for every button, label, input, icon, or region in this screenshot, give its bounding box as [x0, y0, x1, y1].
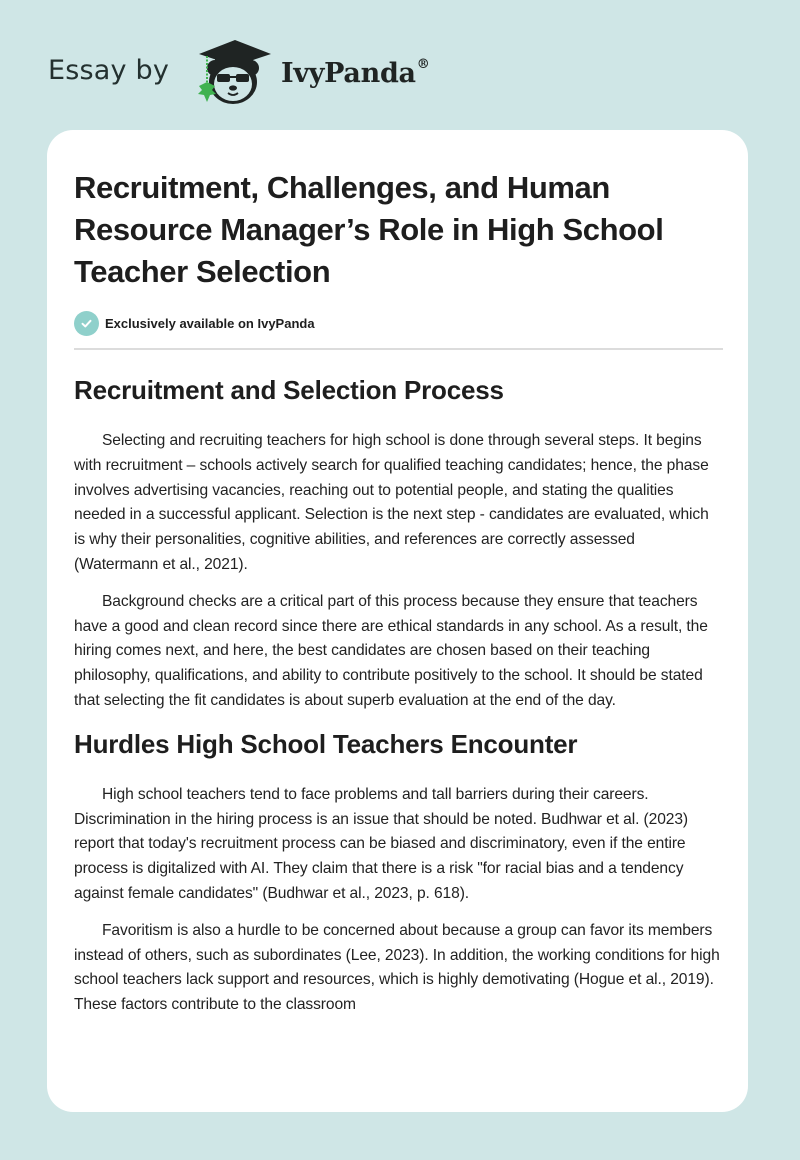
exclusive-label: Exclusively available on IvyPanda: [105, 315, 315, 331]
section-heading-recruitment: Recruitment and Selection Process: [74, 375, 504, 405]
paragraph: Favoritism is also a hurdle to be concerned about because a group can favor its members instead of others, such as subordinates (Lee, 2023). In addition, the working conditions for high school teachers lack support and resources, which is highly demotivating (Hogue et al., 2019). These factors contribute to the classroom: [74, 921, 720, 1014]
check-circle-icon: [74, 311, 99, 336]
paragraph: High school teachers tend to face problems and tall barriers during their careers. Discrimination in the hiring process is an issue that should be noted. Budhwar et al. (2023) report that today's recruitment process can be biased and discriminatory, even if the entire process is digitalized with AI. They claim that there is a risk "for racial bias and a tendency against female candidates" (Budhwar et al., 2023, p. 618).: [74, 785, 689, 902]
divider: [74, 348, 723, 350]
paragraph: Background checks are a critical part of this process because they ensure that teachers have a good and clean record since there are ethical standards in any school. As a result, the hiring comes next, and here, the best candidates are chosen based on their teaching philosophy, qualifications, and ability to contribute positively to the school. It should be stated that selecting the fit candidates is about superb evaluation at the end of the day.: [74, 592, 708, 709]
exclusive-badge: [74, 310, 723, 336]
paragraph: Selecting and recruiting teachers for high school is done through several steps. It begins with recruitment – schools actively search for qualified teaching candidates; hence, the phase involves advertising vacancies, reaching out to potential people, and stating the qualities needed in a successful applicant. Selection is the next step - candidates are evaluated, which is why their personalities, cognitive abilities, and references are correctly assessed (Watermann et al., 2021).: [74, 432, 709, 573]
essay-card: [47, 130, 748, 1112]
essay-content: [74, 130, 723, 1018]
registered-mark: ®: [416, 56, 430, 72]
panda-logo-icon[interactable]: [185, 34, 277, 110]
page-title: Recruitment, Challenges, and Human Resource Manager’s Role in High School Teacher Selection: [74, 170, 664, 289]
brand-name: [281, 58, 429, 89]
site-header: [48, 34, 429, 110]
essay-by-label: Essay by: [48, 54, 170, 86]
brand-name-text: IvyPanda: [281, 57, 416, 89]
section-heading-hurdles: Hurdles High School Teachers Encounter: [74, 728, 578, 759]
